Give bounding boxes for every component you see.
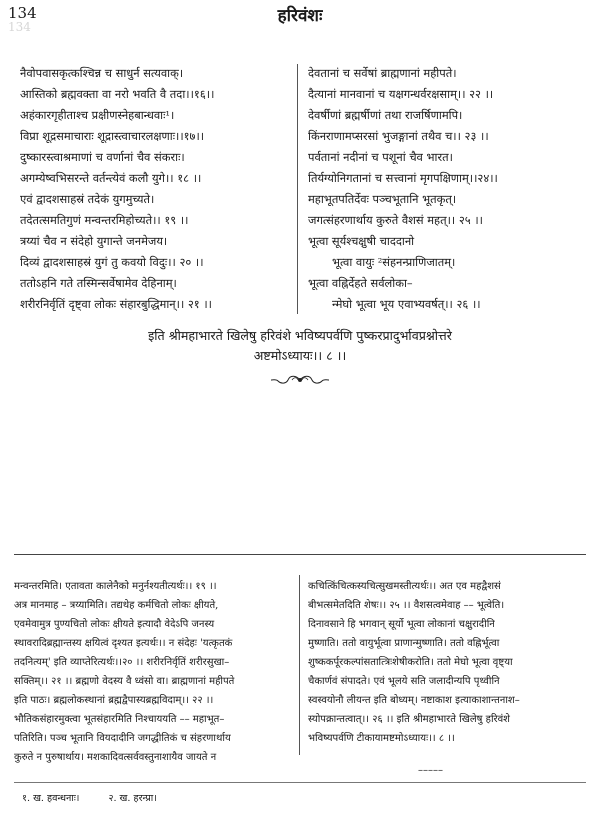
commentary-line: अत्र मानमाह – त्रय्यामिति। तद्यथेह कर्मचितो लोकः क्षीयते, bbox=[14, 600, 219, 611]
verse-line: दिव्यं द्वादशसाहस्रं युगं तु कवयो विदुः।। २० ।। bbox=[20, 255, 204, 269]
commentary-line: पतिरिति। पञ्च भूतानि वियदादीनि जगद्धीतिकं च संहरणार्थाय bbox=[14, 733, 231, 744]
verse-line: अहंकारगृहीताश्च प्रक्षीणस्नेहबान्धवाः¹। bbox=[20, 108, 175, 122]
verse-line: न्मेघो भूत्वा भूय एवाभ्यवर्षत्।। २६ ।। bbox=[332, 297, 481, 311]
column-divider bbox=[297, 64, 298, 314]
verse-line: तिर्यग्योनिगतानां च सत्त्वानां मृगपक्षिणाम्।।२४।। bbox=[308, 171, 498, 185]
verse-line: पर्वतानां नदीनां च पशूनां चैव भारत। bbox=[308, 150, 453, 164]
verse-line: भूत्वा वायुः ²संहनन्प्राणिजातम्। bbox=[332, 255, 456, 269]
footnotes bbox=[22, 791, 183, 804]
commentary-line: कचित्किंचित्कस्यचित्सुखमस्तीत्यर्थः।। अत एव महद्वैशसं bbox=[308, 581, 501, 592]
commentary-line: दिनावसाने हि भगवान् सूर्यो भूत्वा लोकानां चक्षुरादीनि bbox=[308, 619, 495, 630]
footnote: २. ख. हरन्प्रा। bbox=[108, 793, 157, 804]
running-title: हरिवंशः bbox=[277, 6, 323, 26]
commentary-line: सक्तिम्।। २१ ।। ब्रह्मणो वेदस्य वै ध्वंसो वा। ब्राह्मणानां महीपते bbox=[14, 676, 235, 687]
verse-line: त्रय्यां चैव न संदेहो युगान्ते जनमेजय। bbox=[20, 234, 168, 248]
commentary-separator bbox=[14, 554, 586, 555]
verse-line: नैवोपवासकृत्कश्चिन्न च साधुर्न सत्यवाक्। bbox=[20, 66, 184, 80]
verse-line: देवतानां च सर्वेषां ब्राह्मणानां महीपते। bbox=[308, 66, 457, 80]
verse-line: शरीरनिर्वृतिं दृष्ट्वा लोकः संहारबुद्धिमान्।। २१ ।। bbox=[20, 297, 212, 311]
commentary-line: स्वस्वयोनौ लीयन्त इति बोध्यम्। नष्टाकाश इत्याकाशान्तनाश– bbox=[308, 695, 520, 706]
commentary-column-divider bbox=[299, 575, 300, 755]
commentary-line: मुष्णाति। ततो वायुर्भूत्वा प्राणान्मुष्णाति। ततो वह्निर्भूत्वा bbox=[308, 638, 500, 649]
commentary-line: बीभत्समेतदिति शेषः।। २५ ।। वैशसत्वमेवाह –– भूत्वेति। bbox=[308, 600, 505, 611]
verse-line: भूत्वा सूर्यश्चक्षुषी चाददानो bbox=[308, 234, 415, 248]
commentary-line: कुरुते न पुरुषार्थाय। मशकादिवत्सर्ववस्तुनाशायैव जायते न bbox=[14, 752, 217, 763]
commentary-line: भविष्यपर्वणि टीकायामष्टमोऽध्यायः।। ८ ।। bbox=[308, 733, 455, 744]
verse-line: आस्तिको ब्रह्मवक्ता वा नरो भवति वै तदा।।१६।। bbox=[20, 87, 215, 101]
commentary-line: स्योपक्रान्तत्वात्।। २६ ।। इति श्रीमहाभारते खिलेषु हरिवंशे bbox=[308, 714, 510, 725]
commentary-line: एवमेवामुत्र पुण्यचितो लोकः क्षीयते इत्यादौ वेदेऽपि जनस्य bbox=[14, 619, 215, 630]
commentary-end-mark: ––––– bbox=[418, 765, 443, 776]
colophon-line: इति श्रीमहाभारते खिलेषु हरिवंशे भविष्यपर्वणि पुष्करप्रादुर्भावप्रश्नोत्तरे bbox=[148, 328, 452, 343]
footnote-separator bbox=[14, 782, 586, 783]
verse-line: किंनराणामप्सरसां भुजङ्गानां तथैव च।। २३ ।। bbox=[308, 129, 489, 143]
verse-line: जगत्संहरणार्थाय कुरुते वैशसं महत्।। २५ ।। bbox=[308, 213, 483, 227]
verse-line: ततोऽहनि गते तस्मिन्सर्वेषामेव देहिनाम्। bbox=[20, 276, 177, 290]
commentary-line: भौतिकसंहारमुक्त्वा भूतसंहारमिति निश्चाययति –– महाभूत– bbox=[14, 714, 225, 725]
verse-line: देवर्षीणां ब्रह्मर्षीणां तथा राजर्षिणामपि। bbox=[308, 108, 463, 122]
verse-line: भूत्वा वह्निर्देहते सर्वलोका– bbox=[308, 276, 413, 290]
commentary-line: स्थावरादिब्रह्मान्तस्य क्षयित्वं दृश्यत इत्यर्थः।। न संदेहः 'यत्कृतकं bbox=[14, 638, 233, 649]
page-number: 134 bbox=[8, 4, 37, 22]
verse-line: एवं द्वादशसाहस्रं तदेकं युगमुच्यते। bbox=[20, 192, 155, 206]
commentary-line: इति पाठः। ब्रह्मलोकस्थानां ब्रह्मद्वैपास्यब्रह्मविदाम्।। २२ ।। bbox=[14, 695, 214, 706]
bleed-through-page-number: 134 bbox=[8, 20, 31, 34]
verse-line: तदेतत्समतिगुणं मन्वन्तरमिहोच्यते।। १९ ।। bbox=[20, 213, 189, 227]
verse-column-right bbox=[308, 63, 590, 315]
verse-line: दैत्यानां मानवानां च यक्षगन्धर्वरक्षसाम्।। २२ ।। bbox=[308, 87, 494, 101]
commentary-column-left bbox=[14, 577, 294, 767]
verse-line: महाभूतपतिर्देवः पञ्चभूतानि भूतकृत्। bbox=[308, 192, 457, 206]
footnote: १. ख. हवन्धनाः। bbox=[22, 793, 80, 804]
commentary-line: चैकार्णवं संपादते। एवं भूलये सति जलादीन्यपि पृथ्वीनि bbox=[308, 676, 500, 687]
verse-line: विप्रा शूद्रसमाचाराः शूद्रास्त्वाचारलक्षणाः।।१७।। bbox=[20, 129, 205, 143]
commentary-line: शुष्ककर्पूरकल्पांसतात्त्रिःशेषीकरोति। ततो मेघो भूत्वा वृष्ट्या bbox=[308, 657, 513, 668]
ornament-flourish-icon bbox=[270, 373, 330, 387]
commentary-line: तदनित्यम्' इति व्याप्तेरित्यर्थः।।२० ।। शरीरनिर्वृतिं शरीरसुखा– bbox=[14, 657, 230, 668]
verse-column-left bbox=[20, 63, 286, 315]
commentary-line: मन्वन्तरमिति। एतावता कालेनैको मनुर्नश्यतीत्यर्थः।। १९ ।। bbox=[14, 581, 217, 592]
verse-line: दुष्कारस्त्वाश्रमाणां च वर्णानां चैव संकराः। bbox=[20, 150, 185, 164]
verse-line: अगम्येष्वभिसरन्ते वर्तन्त्येवं कलौ युगे।। १८ ।। bbox=[20, 171, 202, 185]
chapter-colophon bbox=[0, 326, 600, 366]
colophon-line: अष्टमोऽध्यायः।। ८ ।। bbox=[253, 348, 347, 363]
commentary-column-right bbox=[308, 577, 590, 748]
